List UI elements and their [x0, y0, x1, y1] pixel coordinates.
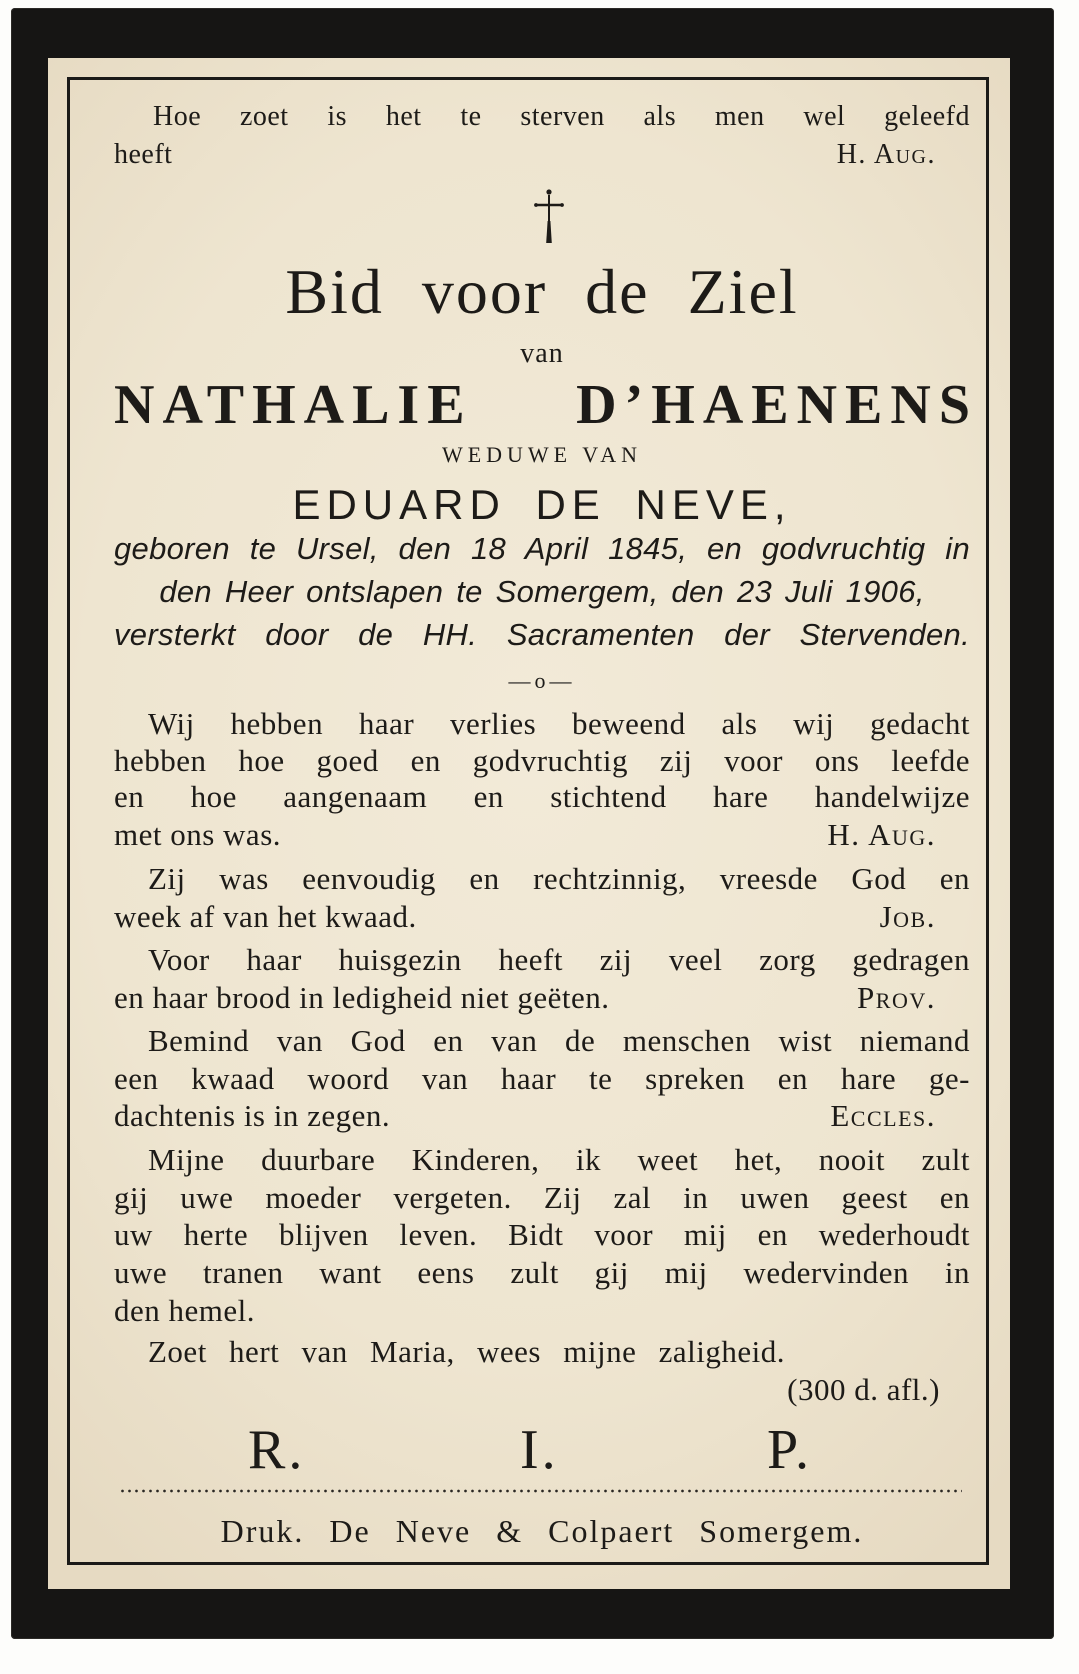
- paragraph-4-line-3-text: dachtenis is in zegen.: [114, 1098, 391, 1133]
- paragraph-3-line-2: [114, 979, 970, 1017]
- epigraph-line-2: [114, 138, 970, 172]
- rip-letter-p: P.: [767, 1419, 812, 1481]
- paragraph-1-line-4-text: met ons was.: [114, 817, 282, 852]
- paragraph-3-source: Prov.: [857, 980, 936, 1015]
- rip-letter-i: I.: [520, 1419, 559, 1481]
- epigraph-source: H. Aug.: [836, 139, 936, 170]
- paragraph-4-source: Eccles.: [830, 1098, 936, 1133]
- prayer-heading: Bid voor de Ziel: [285, 256, 799, 327]
- paragraph-1-line-1: Wij hebben haar verlies beweend als wij gedacht: [148, 706, 970, 741]
- biography-line-1: geboren te Ursel, den 18 April 1845, en godvruchtig in: [114, 531, 970, 566]
- van-label: van: [520, 338, 564, 369]
- paragraph-4-line-1: Bemind van God en van de menschen wist niemand: [148, 1023, 970, 1058]
- epigraph-line-1: Hoe zoet is het te sterven als men wel geleefd: [153, 101, 970, 132]
- rip-line: [114, 1419, 970, 1481]
- indulgence-line: [114, 1371, 970, 1409]
- deceased-name: NATHALIE D’HAENENS: [114, 374, 978, 436]
- paragraph-3-line-1: Voor haar huisgezin heeft zij veel zorg gedragen: [148, 942, 970, 977]
- paragraph-1-source: H. Aug.: [827, 817, 936, 852]
- indulgence-note: (300 d. afl.): [787, 1372, 940, 1407]
- widow-of-label: WEDUWE VAN: [441, 442, 643, 467]
- paragraph-5-line-5: den hemel.: [114, 1293, 256, 1328]
- printer-imprint: Druk. De Neve & Colpaert Somergem.: [220, 1513, 864, 1549]
- dotted-divider: [119, 1489, 962, 1493]
- paragraph-2-line-2: [114, 898, 970, 936]
- spouse-name: EDUARD DE NEVE,: [292, 481, 792, 528]
- paragraph-4-line-2: een kwaad woord van haar te spreken en hare ge-: [114, 1061, 970, 1096]
- paragraph-1-line-4: [114, 816, 970, 854]
- paragraph-2-line-2-text: week af van het kwaad.: [114, 899, 417, 934]
- paragraph-5-line-4: uwe tranen want eens zult gij mij wedervinden in: [114, 1255, 970, 1290]
- paragraph-5-line-3: uw herte blijven leven. Bidt voor mij en wederhoudt: [114, 1217, 970, 1252]
- epigraph-line-2-text: heeft: [114, 139, 173, 170]
- paragraph-1-line-3: en hoe aangenaam en stichtend hare handelwijze: [114, 779, 970, 814]
- paragraph-1-line-2: hebben hoe goed en godvruchtig zij voor ons leefde: [114, 743, 970, 778]
- paragraph-2-source: Job.: [879, 899, 936, 934]
- closing-prayer: Zoet hert van Maria, wees mijne zaligheid.: [148, 1334, 785, 1369]
- rip-letter-r: R.: [248, 1419, 306, 1481]
- paragraph-5-line-1: Mijne duurbare Kinderen, ik weet het, nooit zult: [148, 1142, 970, 1177]
- biography-line-2: den Heer ontslapen te Somergem, den 23 Juli 1906,: [159, 574, 925, 609]
- paragraph-5-line-2: gij uwe moeder vergeten. Zij zal in uwen geest en: [114, 1180, 970, 1215]
- separator-ornament: —o—: [508, 668, 576, 693]
- biography-line-3: versterkt door de HH. Sacramenten der Stervenden.: [114, 617, 970, 652]
- paragraph-3-line-2-text: en haar brood in ledigheid niet geëten.: [114, 980, 610, 1015]
- paragraph-2-line-1: Zij was eenvoudig en rechtzinnig, vreesde God en: [148, 861, 970, 896]
- paragraph-4-line-3: [114, 1097, 970, 1135]
- cross-icon: [532, 188, 566, 246]
